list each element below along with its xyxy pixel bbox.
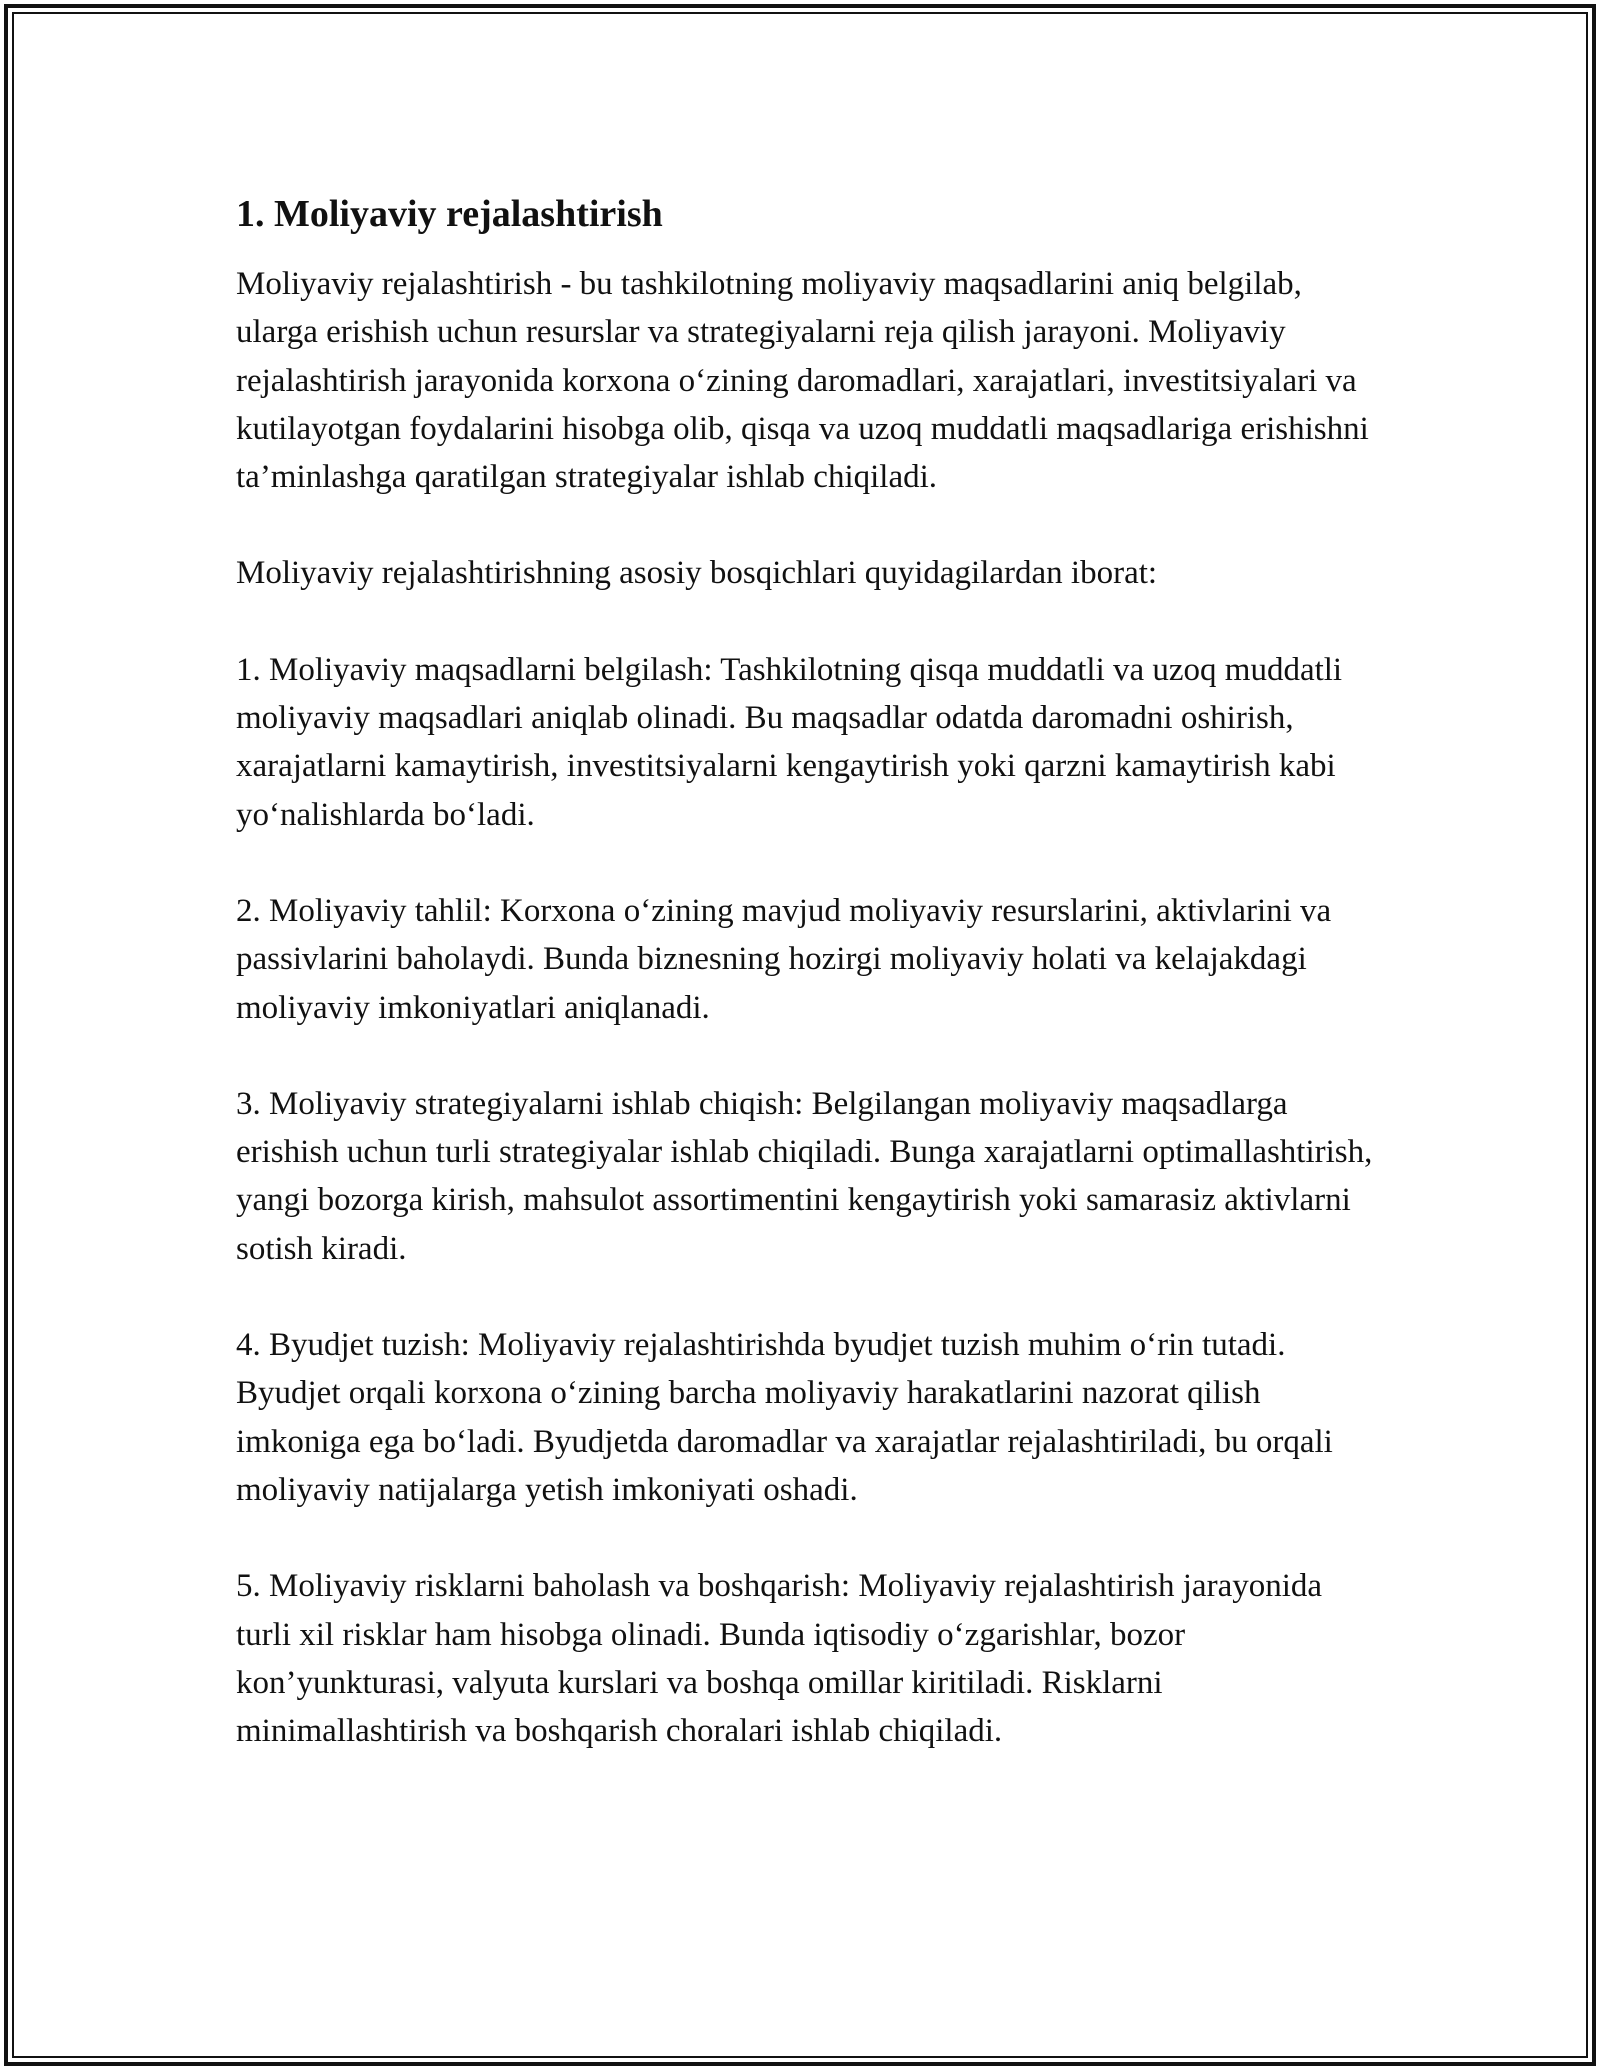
intro-paragraph: Moliyaviy rejalashtirish - bu tashkilotning moliyaviy maqsadlarini aniq belgilab, ularga erishish uchun resurslar va strategiyalarni reja qilish jarayoni. Moliyaviy rejalashtirish jarayonida korxona o‘zining daromadlari, xarajatlari, investitsiyalari va kutilayotgan foydalarini hisobga olib, qisqa va uzoq muddatli maqsadlariga erishishni ta’minlashga qaratilgan strategiyalar ishlab chiqiladi. [236, 266, 1369, 496]
document-body [236, 186, 1376, 1803]
stage-1-paragraph: 1. Moliyaviy maqsadlarni belgilash: Tashkilotning qisqa muddatli va uzoq muddatli moliyaviy maqsadlari aniqlab olinadi. Bu maqsadlar odatda daromadni oshirish, xarajatlarni kamaytirish, investitsiyalarni kengaytirish yoki qarzni kamaytirish kabi yo‘nalishlarda bo‘ladi. [236, 651, 1343, 833]
stage-3-paragraph: 3. Moliyaviy strategiyalarni ishlab chiqish: Belgilangan moliyaviy maqsadlarga erishish uchun turli strategiyalar ishlab chiqiladi. Bunga xarajatlarni optimallashtirish, yangi bozorga kirish, mahsulot assortimentini kengaytirish yoki samarasiz aktivlarni sotish kiradi. [236, 1085, 1373, 1267]
stages-intro-paragraph: Moliyaviy rejalashtirishning asosiy bosqichlari quyidagilardan iborat: [236, 555, 1158, 592]
stage-5-paragraph: 5. Moliyaviy risklarni baholash va boshqarish: Moliyaviy rejalashtirish jarayonida turli xil risklar ham hisobga olinadi. Bunda iqtisodiy o‘zgarishlar, bozor kon’yunkturasi, valyuta kurslari va boshqa omillar kiritiladi. Risklarni minimallashtirish va boshqarish choralari ishlab chiqiladi. [236, 1568, 1323, 1750]
stage-2-paragraph: 2. Moliyaviy tahlil: Korxona o‘zining mavjud moliyaviy resurslarini, aktivlarini va passivlarini baholaydi. Bunda biznesning hozirgi moliyaviy holati va kelajakdagi moliyaviy imkoniyatlari aniqlanadi. [236, 892, 1332, 1026]
stage-4-paragraph: 4. Byudjet tuzish: Moliyaviy rejalashtirishda byudjet tuzish muhim o‘rin tutadi. Byudjet orqali korxona o‘zining barcha moliyaviy harakatlarini nazorat qilish imkoniga ega bo‘ladi. Byudjetda daromadlar va xarajatlar rejalashtiriladi, bu orqali moliyaviy natijalarga yetish imkoniyati oshadi. [236, 1327, 1333, 1508]
section-heading: 1. Moliyaviy rejalashtirish [236, 193, 663, 235]
